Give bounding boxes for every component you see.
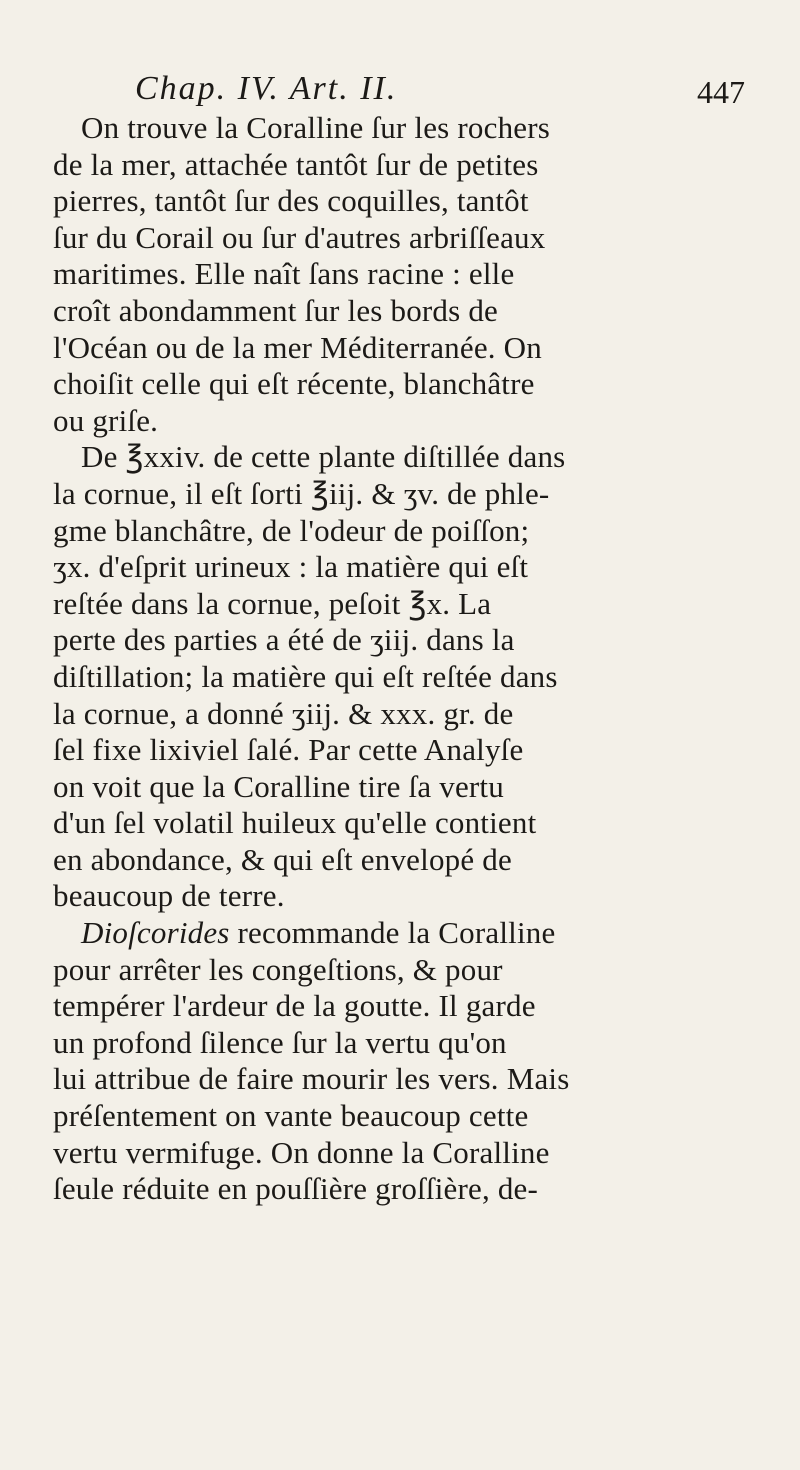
running-head: Chap. IV. Art. II. bbox=[135, 70, 398, 107]
text-line bbox=[53, 183, 743, 220]
line-text: gme blanchâtre, de l'odeur de poiſſon; bbox=[53, 512, 530, 548]
line-text: ſur du Corail ou ſur d'autres arbriſſeaux bbox=[53, 219, 546, 255]
text-line bbox=[53, 513, 743, 550]
line-text: lui attribue de faire mourir les vers. Mais bbox=[53, 1061, 570, 1097]
text-line bbox=[53, 549, 743, 586]
text-line bbox=[53, 220, 743, 257]
line-text: l'Océan ou de la mer Méditerranée. On bbox=[53, 329, 542, 365]
line-text: tempérer l'ardeur de la goutte. Il garde bbox=[53, 988, 536, 1024]
text-line bbox=[53, 1061, 743, 1098]
body-text bbox=[53, 110, 743, 1208]
text-line bbox=[53, 330, 743, 367]
page-header bbox=[0, 70, 800, 114]
text-line bbox=[53, 732, 743, 769]
line-text: on voit que la Coralline tire ſa vertu bbox=[53, 768, 504, 804]
text-line bbox=[53, 878, 743, 915]
line-text: ſeule réduite en pouſſière groſſière, de- bbox=[53, 1171, 539, 1207]
line-text: ou griſe. bbox=[53, 402, 159, 438]
text-line bbox=[53, 805, 743, 842]
text-line bbox=[53, 1171, 743, 1208]
line-text: pour arrêter les congeſtions, & pour bbox=[53, 951, 503, 987]
line-text: pierres, tantôt ſur des coquilles, tantôt bbox=[53, 183, 529, 219]
text-line bbox=[53, 147, 743, 184]
line-text: choiſit celle qui eſt récente, blanchâtre bbox=[53, 366, 535, 402]
text-line bbox=[53, 915, 743, 952]
text-line bbox=[53, 659, 743, 696]
line-text: maritimes. Elle naît ſans racine : elle bbox=[53, 256, 515, 292]
line-text: en abondance, & qui eſt envelopé de bbox=[53, 841, 512, 877]
text-line bbox=[53, 366, 743, 403]
line-text: De ℥xxiv. de cette plante diſtillée dans bbox=[81, 439, 566, 475]
line-text: de la mer, attachée tantôt ſur de petites bbox=[53, 146, 539, 182]
text-line bbox=[53, 1025, 743, 1062]
line-text: ſel fixe lixiviel ſalé. Par cette Analyſe bbox=[53, 732, 524, 768]
text-line bbox=[53, 1098, 743, 1135]
text-line bbox=[53, 256, 743, 293]
text-line bbox=[53, 696, 743, 733]
line-text: préſentement on vante beaucoup cette bbox=[53, 1098, 529, 1134]
text-line bbox=[53, 622, 743, 659]
text-line bbox=[53, 988, 743, 1025]
text-line bbox=[53, 476, 743, 513]
line-text: ʒx. d'eſprit urineux : la matière qui eſt bbox=[53, 549, 529, 585]
line-text: recommande la Coralline bbox=[229, 915, 556, 951]
line-text: diſtillation; la matière qui eſt reſtée dans bbox=[53, 658, 558, 694]
line-text: reſtée dans la cornue, peſoit ℥x. La bbox=[53, 585, 492, 621]
line-text: beaucoup de terre. bbox=[53, 878, 285, 914]
line-text: d'un ſel volatil huileux qu'elle contient bbox=[53, 805, 537, 841]
line-text: un profond ſilence ſur la vertu qu'on bbox=[53, 1024, 507, 1060]
line-text: vertu vermifuge. On donne la Coralline bbox=[53, 1134, 550, 1170]
text-line bbox=[53, 952, 743, 989]
line-text: la cornue, a donné ʒiij. & xxx. gr. de bbox=[53, 695, 514, 731]
text-line bbox=[53, 769, 743, 806]
author-name: Dioſcorides bbox=[81, 915, 230, 951]
text-line bbox=[53, 293, 743, 330]
line-text: croît abondamment ſur les bords de bbox=[53, 292, 498, 328]
text-line bbox=[53, 842, 743, 879]
page-number: 447 bbox=[697, 74, 745, 110]
text-line bbox=[53, 403, 743, 440]
text-line bbox=[53, 1135, 743, 1172]
line-text: la cornue, il eſt ſorti ℥iij. & ʒv. de phle- bbox=[53, 475, 550, 511]
text-line bbox=[53, 586, 743, 623]
line-text: On trouve la Coralline ſur les rochers bbox=[81, 110, 551, 145]
line-text: perte des parties a été de ʒiij. dans la bbox=[53, 622, 515, 658]
text-line bbox=[53, 439, 743, 476]
text-line bbox=[53, 110, 743, 147]
